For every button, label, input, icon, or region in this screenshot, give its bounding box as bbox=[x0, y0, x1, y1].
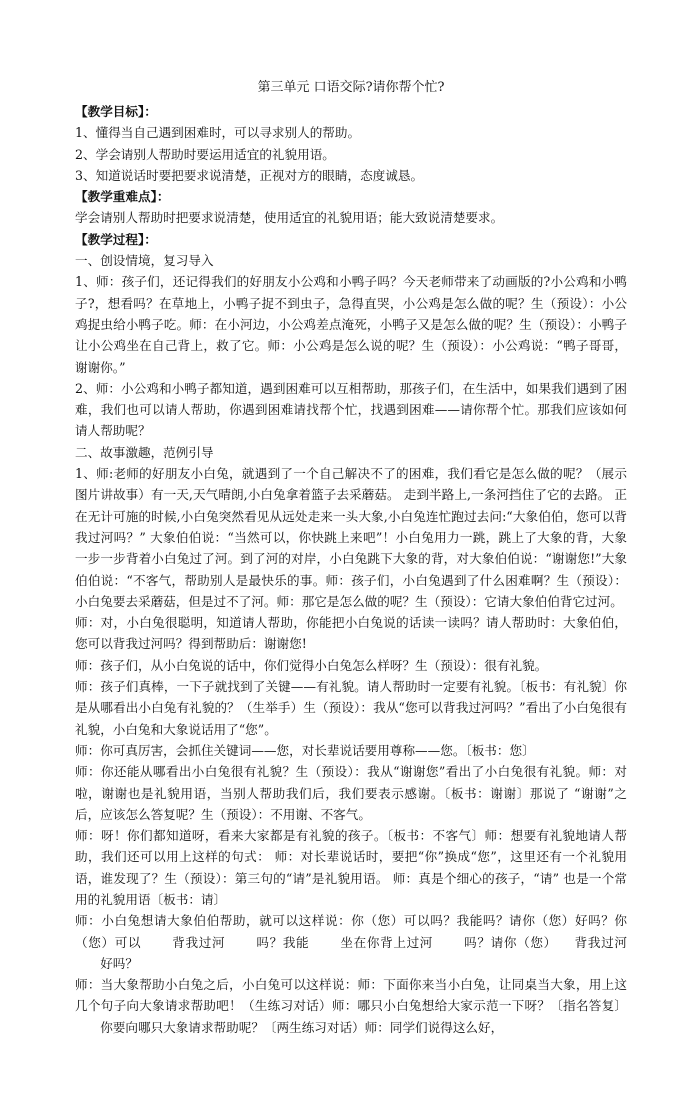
paragraph: 师：你可真厉害，会抓住关键词——您，对长辈说话要用尊称——您。〔板书：您〕 bbox=[75, 742, 535, 758]
document-page bbox=[75, 80, 627, 1038]
paragraph: 1、师：孩子们，还记得我们的好朋友小公鸡和小鸭子吗？今天老师带来了动画版的?小公鸡和小鸭子?，想看吗？在草地上，小鸭子捉不到虫子，急得直哭，小公鸡是怎么做的呢？生（预设）：小公鸡捉虫给小鸭子吃。师：在小河边，小公鸡差点淹死，小鸭子又是怎么做的呢？生（预设）：小鸭子让小公鸡坐在自己背上，救了它。师：小公鸡是怎么说的呢？生（预设）：小公鸡说：“鸭子哥哥，谢谢你。” bbox=[75, 274, 627, 375]
goal-item: 2、学会请别人帮助时要运用适宜的礼貌用语。 bbox=[75, 146, 335, 162]
paragraph: 师：对，小白兔很聪明，知道请人帮助，你能把小白兔说的话读一读吗？请人帮助时：大象伯伯，您可以背我过河吗？得到帮助后：谢谢您! bbox=[75, 615, 627, 652]
paragraph: 1、师:老师的好朋友小白兔，就遇到了一个自己解决不了的困难，我们看它是怎么做的呢？（展示图片讲故事）有一天,天气晴朗,小白兔拿着篮子去采蘑菇。 走到半路上,一条河挡住了它的去路。 正在无计可施的时候,小白兔突然看见从远处走来一头大象,小白兔连忙跑过去问:“大象伯伯，您可以背我过河吗？” 大象伯伯说：“当然可以，你快跳上来吧”！小白兔用力一跳，跳上了大象的背，大象一步一步背着小白兔过了河。到了河的对岸，小白兔跳下大象的背，对大象伯伯说：“谢谢您!”大象伯伯说：“不客气，帮助别人是最快乐的事。师：孩子们，小白兔遇到了什么困难啊？生（预设）：小白兔要去采蘑菇，但是过不了河。师：那它是怎么做的呢？生（预设）：它请大象伯伯背它过河。 bbox=[75, 466, 627, 609]
goal-item: 1、懂得当自己遇到困难时，可以寻求别人的帮助。 bbox=[75, 125, 361, 141]
section-heading: 二、故事激趣，范例引导 bbox=[75, 444, 214, 460]
key-points-heading: 【教学重难点】： bbox=[75, 189, 170, 205]
paragraph: 师：当大象帮助小白兔之后，小白兔可以这样说：师：下面你来当小白兔，让同桌当大象，用上这几个句子向大象请求帮助吧！（生练习对话）师：哪只小白兔想给大家示范一下呀？〔指名答复〕 你要向哪只大象请求帮助呢？〔两生练习对话）师：同学们说得这么好， bbox=[75, 977, 627, 1035]
paragraph: 师：孩子们，从小白兔说的话中，你们觉得小白兔怎么样呀？生（预设）：很有礼貌。 bbox=[75, 657, 548, 673]
paragraph: 师：小白兔想请大象伯伯帮助，就可以这样说：你（您）可以吗？我能吗？请你（您）好吗？你（您）可以 背我过河 吗？我能 坐在你背上过河 吗？请你（您） 背我过河 好吗？ bbox=[75, 913, 627, 971]
section-heading: 一、创设情境，复习导入 bbox=[75, 253, 214, 269]
goals-heading: 【教学目标】： bbox=[75, 104, 157, 119]
paragraph: 2、师：小公鸡和小鸭子都知道，遇到困难可以互相帮助，那孩子们，在生活中，如果我们遇到了困难，我们也可以请人帮助，你遇到困难请找帮个忙，找遇到困难——请你帮个忙。那我们应该如何请人帮助呢？ bbox=[75, 380, 627, 439]
paragraph: 师：你还能从哪看出小白兔很有礼貌？生（预设）：我从“谢谢您”看出了小白兔很有礼貌。师：对啦，谢谢也是礼貌用语，当别人帮助我们后，我们要表示感谢。〔板书：谢谢〕那说了 “谢谢”之后，应该怎么答复呢？生（预设）：不用谢、不客气。 bbox=[75, 764, 627, 822]
paragraph: 师：呀！你们都知道呀，看来大家都是有礼貌的孩子。〔板书：不客气〕师：想要有礼貌地请人帮助，我们还可以用上这样的句式： 师：对长辈说话时，要把“你”换成“您”，这里还有一个礼貌用语，谁发现了？生（预设）：第三句的“请”是礼貌用语。 师：真是个细心的孩子，“请” 也是一个常用的礼貌用语〔板书：请〕 bbox=[75, 828, 627, 907]
key-points-text: 学会请别人帮助时把要求说清楚，使用适宜的礼貌用语；能大致说清楚要求。 bbox=[75, 210, 504, 226]
process-heading: 【教学过程】： bbox=[75, 231, 157, 247]
page-title: 第三单元 口语交际?请你帮个忙? bbox=[257, 80, 445, 95]
paragraph: 师：孩子们真棒，一下子就找到了关键——有礼貌。请人帮助时一定要有礼貌。〔板书：有礼貌〕你是从哪看出小白兔有礼貌的？（生举手）生（预设）：我从“您可以背我过河吗？”看出了小白兔很有礼貌，小白兔和大象说话用了“您”。 bbox=[75, 679, 627, 737]
goal-item: 3、知道说话时要把要求说清楚，正视对方的眼睛，态度诚恳。 bbox=[75, 167, 424, 183]
